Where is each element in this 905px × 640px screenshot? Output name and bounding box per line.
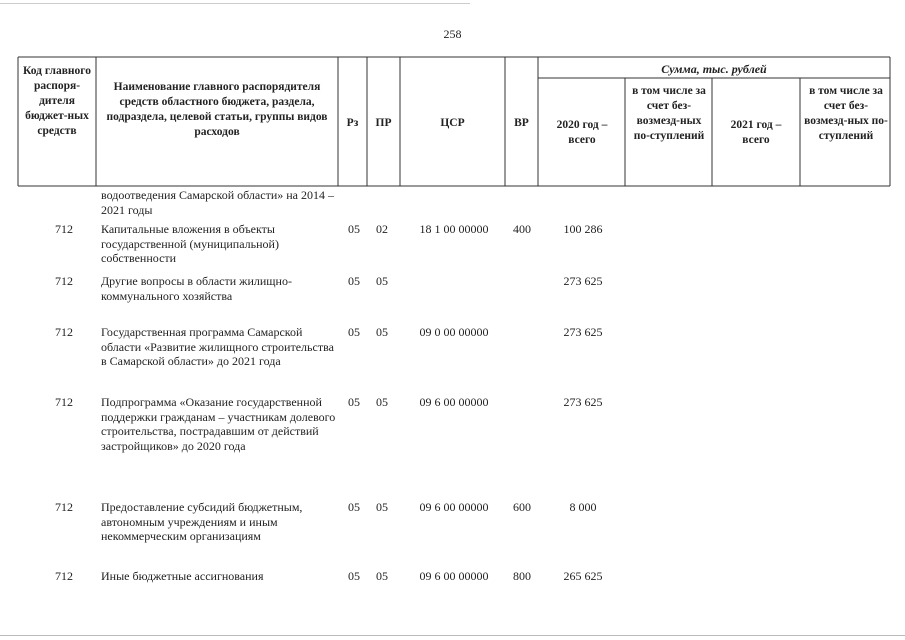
header-pr: ПР: [375, 117, 392, 129]
header-sum-title: Сумма, тыс. рублей: [661, 62, 767, 76]
table-row-sum2020: 265 625: [563, 569, 603, 583]
table-row-code: 712: [55, 325, 73, 339]
table-row-vr: 800: [513, 569, 531, 583]
table-row-name: Капитальные вложения в объекты государственной (муниципальной) собственности: [101, 222, 279, 265]
table-row-rz: 05: [348, 395, 360, 409]
header-2020-total: 2020 год – всего: [556, 119, 608, 146]
table-row-sum2020: 273 625: [563, 274, 603, 288]
table-row-pr: 05: [376, 569, 388, 583]
table-row-rz: 05: [348, 500, 360, 514]
header-rz: Рз: [346, 117, 359, 129]
header-2020-incl: в том числе за счет без-возмезд-ных по-ступлений: [632, 85, 706, 142]
header-2021-total: 2021 год – всего: [730, 119, 782, 146]
table-row-sum2020: 273 625: [563, 395, 603, 409]
scan-edge-line-bottom: [0, 635, 905, 636]
table-row-rz: 05: [348, 569, 360, 583]
table-row-pr: 05: [376, 274, 388, 288]
table-row-name: Иные бюджетные ассигнования: [101, 569, 264, 583]
header-name: Наименование главного распорядителя средств областного бюджета, раздела, подраздела, целевой статьи, группы видов расходов: [106, 81, 328, 138]
table-row-rz: 05: [348, 325, 360, 339]
table-row-code: 712: [55, 222, 73, 236]
header-2021-incl: в том числе за счет без-возмезд-ных по-ступлений: [804, 85, 888, 142]
table-row-pr: 02: [376, 222, 388, 236]
table-row-code: 712: [55, 395, 73, 409]
page-number: 258: [443, 27, 462, 41]
table-row-csr: 18 1 00 00000: [419, 222, 489, 236]
table-row-pr: 05: [376, 500, 388, 514]
table-row-csr: 09 6 00 00000: [419, 500, 489, 514]
table-row-pr: 05: [376, 325, 388, 339]
table-row-vr: 400: [513, 222, 531, 236]
table-row-rz: 05: [348, 274, 360, 288]
table-row-name: Подпрограмма «Оказание государственной поддержки гражданам – участникам долевого строительства, пострадавшим от действий застройщиков» до 2020 года: [101, 395, 336, 453]
table-row-code: 712: [55, 274, 73, 288]
table-row-name: Предоставление субсидий бюджетным, автономным учреждениям и иным некоммерческим организациям: [101, 500, 303, 543]
table-row-csr: 09 6 00 00000: [419, 395, 489, 409]
table-row-sum2020: 273 625: [563, 325, 603, 339]
table-row-code: 712: [55, 569, 73, 583]
header-code: Код главного распоря-дителя бюджет-ных средств: [23, 65, 91, 137]
table-row-code: 712: [55, 500, 73, 514]
header-vr: ВР: [514, 117, 529, 129]
table-row-name: Государственная программа Самарской области «Развитие жилищного строительства в Самарской области» до 2021 года: [101, 325, 334, 368]
table-row-vr: 600: [513, 500, 531, 514]
table-row-pr: 05: [376, 395, 388, 409]
table-row-name: Другие вопросы в области жилищно-коммунального хозяйства: [101, 274, 292, 303]
table-row-csr: 09 6 00 00000: [419, 569, 489, 583]
table-row-csr: 09 0 00 00000: [419, 325, 489, 339]
header-csr: ЦСР: [440, 117, 465, 129]
table-row-sum2020: 8 000: [569, 500, 597, 514]
table-row-rz: 05: [348, 222, 360, 236]
table-row-sum2020: 100 286: [563, 222, 603, 236]
table-row-name: водоотведения Самарской области» на 2014 – 2021 годы: [101, 188, 334, 217]
